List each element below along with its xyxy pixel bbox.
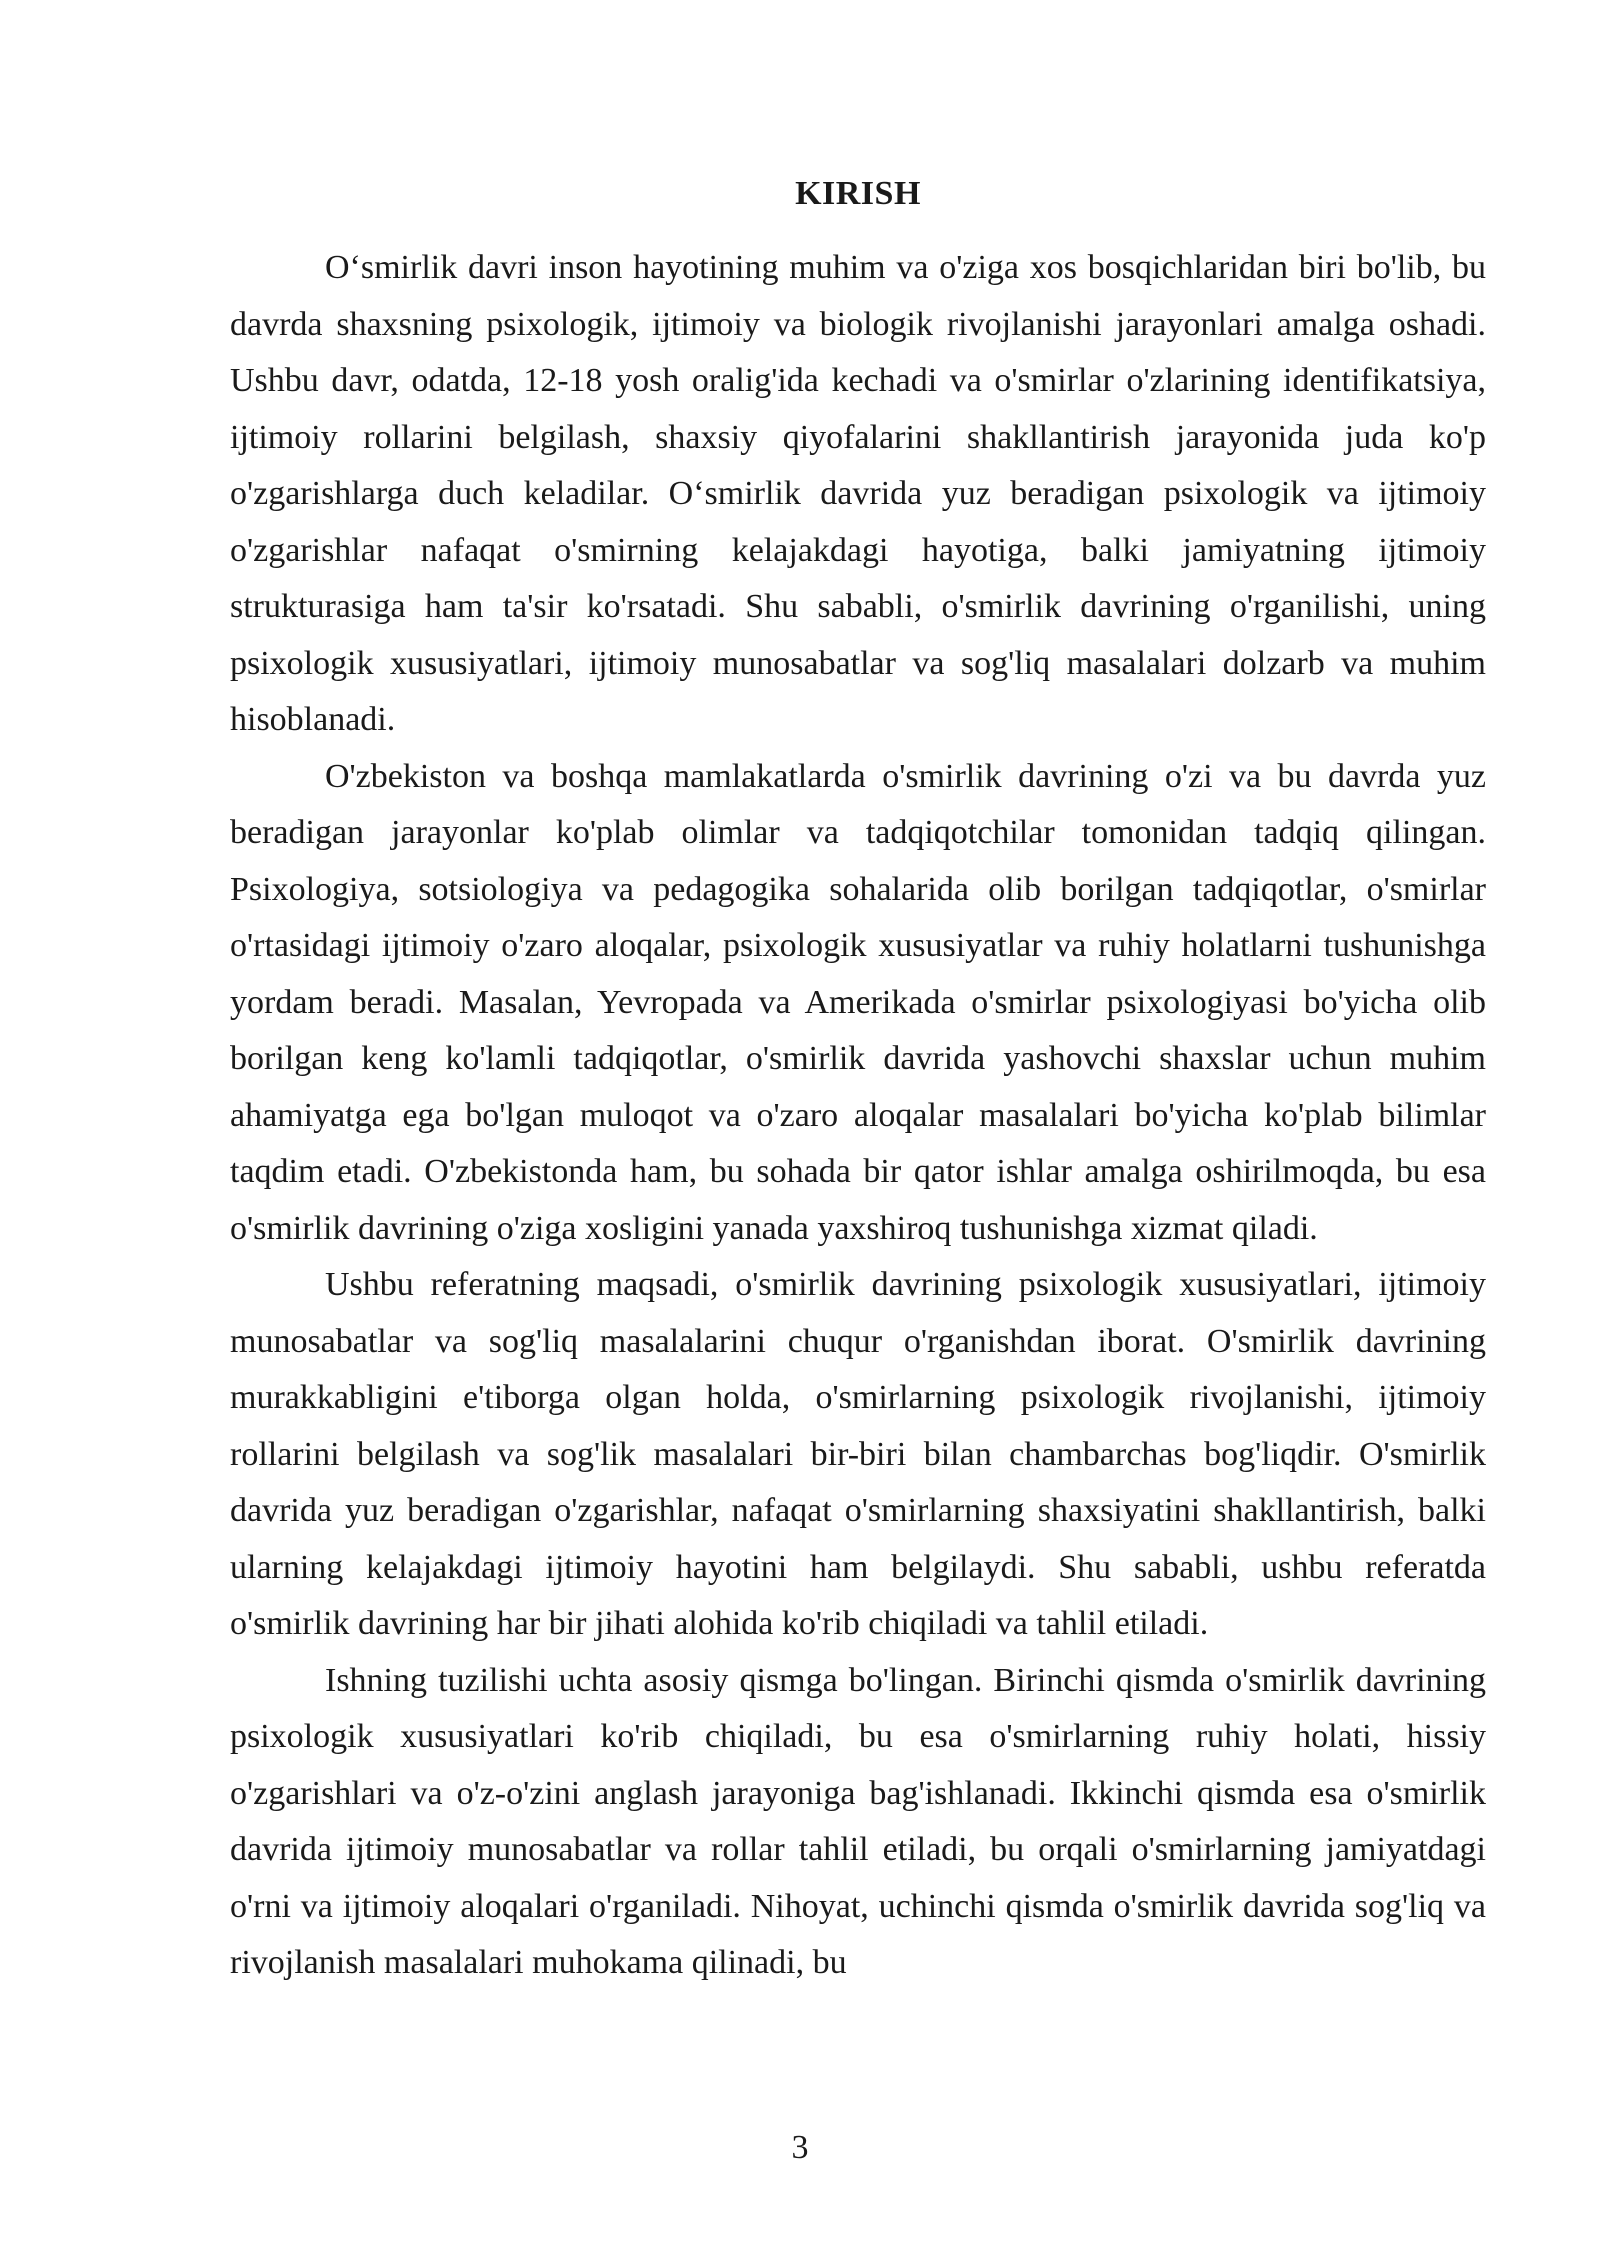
paragraph-2: O'zbekiston va boshqa mamlakatlarda o'smirlik davrining o'zi va bu davrda yuz beradigan jarayonlar ko'plab olimlar va tadqiqotchilar tomonidan tadqiq qilingan. Psixologiya, sotsiologiya va pedagogika sohalarida olib borilgan tadqiqotlar, o'smirlar o'rtasidagi ijtimoiy o'zaro aloqalar, psixologik xususiyatlar va ruhiy holatlarni tushunishga yordam beradi. Masalan, Yevropada va Amerikada o'smirlar psixologiyasi bo'yicha olib borilgan keng ko'lamli tadqiqotlar, o'smirlik davrida yashovchi shaxslar uchun muhim ahamiyatga ega bo'lgan muloqot va o'zaro aloqalar masalalari bo'yicha ko'plab bilimlar taqdim etadi. O'zbekistonda ham, bu sohada bir qator ishlar amalga oshirilmoqda, bu esa o'smirlik davrining o'ziga xosligini yanada yaxshiroq tushunishga xizmat qiladi.	[230, 757, 1486, 1247]
page-number: 3	[791, 2129, 809, 2166]
paragraph-1: O‘smirlik davri inson hayotining muhim va o'ziga xos bosqichlaridan biri bo'lib, bu davrda shaxsning psixologik, ijtimoiy va biologik rivojlanishi jarayonlari amalga oshadi. Ushbu davr, odatda, 12-18 yosh oralig'ida kechadi va o'smirlar o'zlarining identifikatsiya, ijtimoiy rollarini belgilash, shaxsiy qiyofalarini shakllantirish jarayonida juda ko'p o'zgarishlarga duch keladilar. O‘smirlik davrida yuz beradigan psixologik va ijtimoiy o'zgarishlar nafaqat o'smirning kelajakdagi hayotiga, balki jamiyatning ijtimoiy strukturasiga ham ta'sir ko'rsatadi. Shu sababli, o'smirlik davrining o'rganilishi, uning psixologik xususiyatlari, ijtimoiy munosabatlar va sog'liq masalalari dolzarb va muhim hisoblanadi.	[230, 249, 1486, 738]
paragraph-4: Ishning tuzilishi uchta asosiy qismga bo'lingan. Birinchi qismda o'smirlik davrining psixologik xususiyatlari ko'rib chiqiladi, bu esa o'smirlarning ruhiy holati, hissiy o'zgarishlari va o'z-o'zini anglash jarayoniga bag'ishlanadi. Ikkinchi qismda esa o'smirlik davrida ijtimoiy munosabatlar va rollar tahlil etiladi, bu orqali o'smirlarning jamiyatdagi o'rni va ijtimoiy aloqalari o'rganiladi. Nihoyat, uchinchi qismda o'smirlik davrida sog'liq va rivojlanish masalalari muhokama qilinadi, bu	[230, 1661, 1486, 1981]
paragraph-3: Ushbu referatning maqsadi, o'smirlik davrining psixologik xususiyatlari, ijtimoiy munosabatlar va sog'liq masalalarini chuqur o'rganishdan iborat. O'smirlik davrining murakkabligini e'tiborga olgan holda, o'smirlarning psixologik rivojlanishi, ijtimoiy rollarini belgilash va sog'lik masalalari bir-biri bilan chambarchas bog'liqdir. O'smirlik davrida yuz beradigan o'zgarishlar, nafaqat o'smirlarning shaxsiyatini shakllantirish, balki ularning kelajakdagi ijtimoiy hayotini ham belgilaydi. Shu sababli, ushbu referatda o'smirlik davrining har bir jihati alohida ko'rib chiqiladi va tahlil etiladi.	[230, 1266, 1486, 1642]
document-title: KIRISH	[795, 175, 921, 212]
document-page	[230, 150, 1486, 2150]
